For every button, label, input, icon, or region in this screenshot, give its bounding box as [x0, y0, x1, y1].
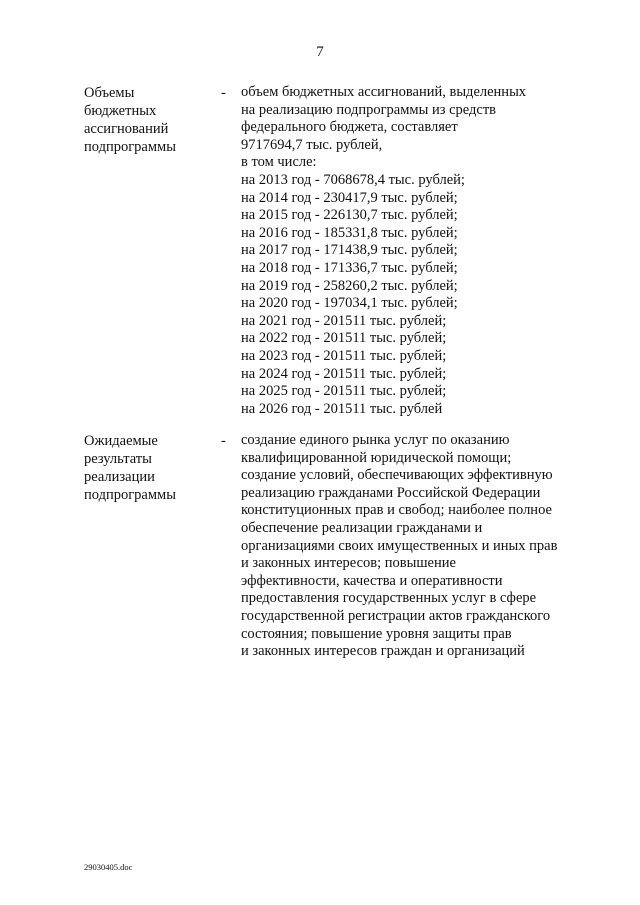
label-line: бюджетных [84, 103, 157, 119]
content-line: эффективности, качества и оперативности [241, 572, 503, 589]
content-line: квалифицированной юридической помощи; [241, 449, 512, 466]
footer-filename: 29030405.doc [84, 862, 133, 872]
content-line: объем бюджетных ассигнований, выделенных [241, 84, 527, 100]
content-line: и законных интересов граждан и организаций [241, 643, 525, 660]
content-line: предоставления государственных услуг в сфере [241, 590, 537, 607]
section-label-budget [84, 84, 214, 156]
label-line: подпрограммы [84, 487, 176, 503]
content-line: на 2025 год - 201511 тыс. рублей; [241, 383, 447, 400]
label-line: реализации [84, 469, 155, 485]
content-line: в том числе: [241, 154, 317, 171]
content-line: на 2022 год - 201511 тыс. рублей; [241, 330, 447, 347]
content-line: государственной регистрации актов гражданского [241, 607, 551, 624]
content-line: на 2024 год - 201511 тыс. рублей; [241, 365, 447, 382]
page-number: 7 [316, 44, 324, 60]
content-line: на реализацию подпрограммы из средств [241, 101, 497, 118]
content-line: на 2016 год - 185331,8 тыс. рублей; [241, 224, 458, 241]
section-dash: - [221, 433, 226, 449]
section-dash: - [221, 85, 226, 101]
content-line: на 2014 год - 230417,9 тыс. рублей; [241, 189, 458, 206]
content-line: конституционных прав и свобод; наиболее полное [241, 502, 552, 519]
content-line: на 2019 год - 258260,2 тыс. рублей; [241, 277, 458, 294]
section-content-results [241, 432, 581, 661]
content-line: и законных интересов; повышение [241, 555, 456, 572]
section-content-budget [241, 84, 581, 418]
content-line: на 2020 год - 197034,1 тыс. рублей; [241, 295, 458, 312]
label-line: ассигнований [84, 121, 169, 137]
content-line: на 2026 год - 201511 тыс. рублей [241, 400, 443, 417]
label-line: подпрограммы [84, 139, 176, 155]
content-line: создание условий, обеспечивающих эффективную [241, 467, 553, 484]
content-line: федерального бюджета, составляет [241, 119, 458, 136]
content-line: 9717694,7 тыс. рублей, [241, 136, 383, 153]
content-line: на 2017 год - 171438,9 тыс. рублей; [241, 242, 458, 259]
content-line: на 2018 год - 171336,7 тыс. рублей; [241, 259, 458, 276]
content-line: обеспечение реализации гражданами и [241, 519, 483, 536]
label-line: результаты [84, 451, 152, 467]
content-line: реализацию гражданами Российской Федерации [241, 484, 541, 501]
section-label-results [84, 432, 214, 504]
content-line: на 2023 год - 201511 тыс. рублей; [241, 347, 447, 364]
label-line: Объемы [84, 85, 135, 101]
content-line: состояния; повышение уровня защиты прав [241, 625, 512, 642]
label-line: Ожидаемые [84, 433, 158, 449]
content-line: на 2013 год - 7068678,4 тыс. рублей; [241, 171, 465, 188]
content-line: на 2021 год - 201511 тыс. рублей; [241, 312, 447, 329]
content-line: организациями своих имущественных и иных прав [241, 537, 558, 554]
content-line: на 2015 год - 226130,7 тыс. рублей; [241, 207, 458, 224]
content-line: создание единого рынка услуг по оказанию [241, 432, 510, 448]
